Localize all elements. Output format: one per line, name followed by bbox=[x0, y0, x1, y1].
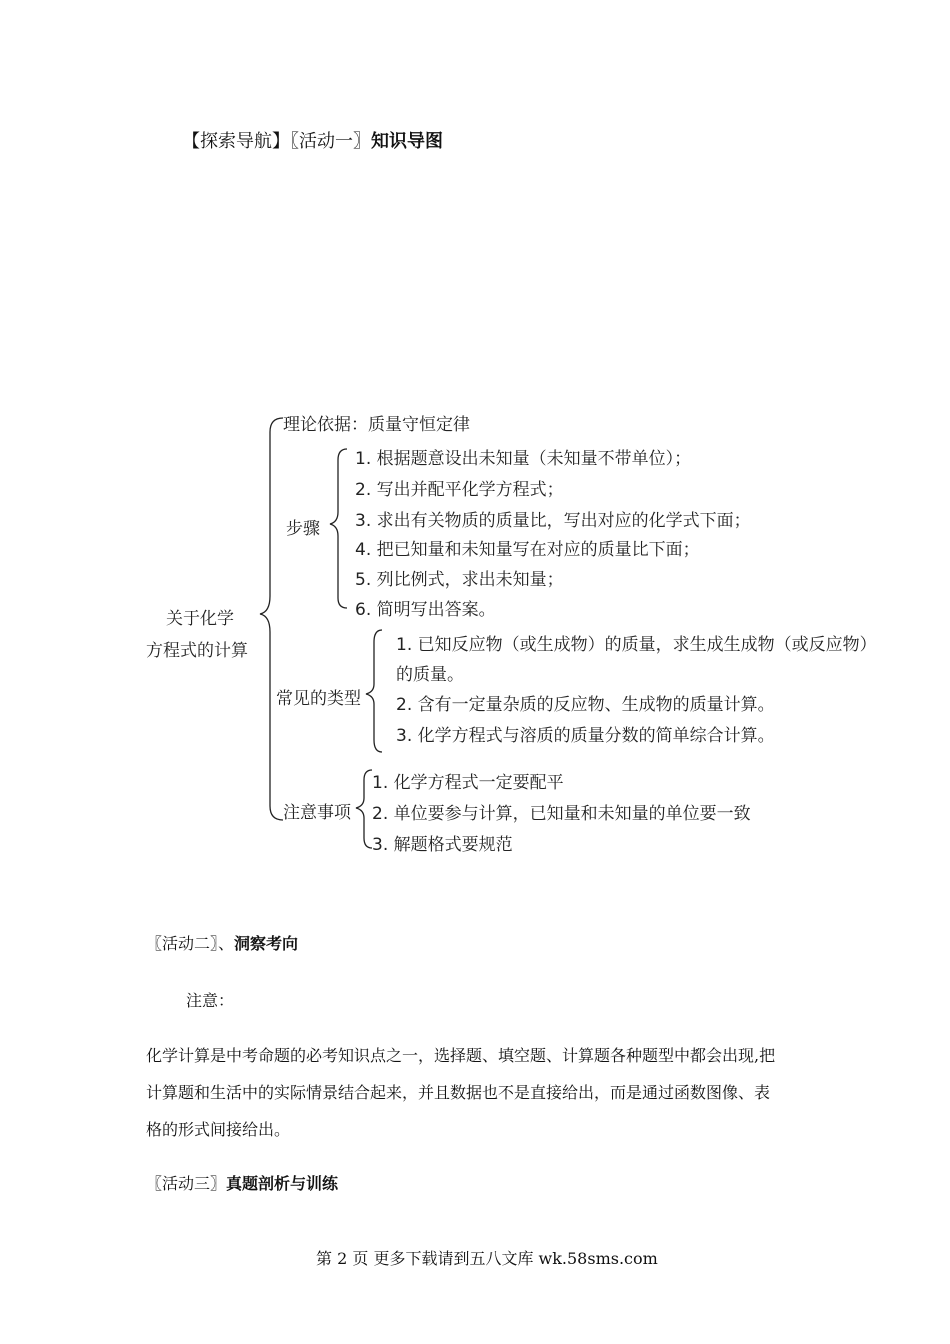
activity3-title: 真题剖析与训练 bbox=[226, 1174, 339, 1193]
step-item: 3. 求出有关物质的质量比，写出对应的化学式下面； bbox=[355, 511, 751, 531]
types-label: 常见的类型 bbox=[276, 689, 361, 709]
activity3-heading bbox=[146, 1171, 338, 1194]
type-item: 2. 含有一定量杂质的反应物、生成物的质量计算。 bbox=[396, 695, 775, 715]
note-item: 1. 化学方程式一定要配平 bbox=[372, 773, 564, 793]
paragraph-line: 化学计算是中考命题的必考知识点之一，选择题、填空题、计算题各种题型中都会出现,把 bbox=[146, 1046, 776, 1065]
note-label: 注意： bbox=[186, 991, 235, 1010]
page-footer: 第 2 页 更多下载请到五八文库 wk.58sms.com bbox=[316, 1249, 658, 1268]
step-item: 5. 列比例式，求出未知量； bbox=[355, 570, 564, 590]
step-item: 6. 简明写出答案。 bbox=[355, 600, 496, 620]
mindmap-root-line2: 方程式的计算 bbox=[146, 641, 248, 661]
type-item: 3. 化学方程式与溶质的质量分数的简单综合计算。 bbox=[396, 726, 775, 746]
step-item: 4. 把已知量和未知量写在对应的质量比下面； bbox=[355, 540, 700, 560]
paragraph-line: 计算题和生活中的实际情景结合起来，并且数据也不是直接给出，而是通过函数图像、表 bbox=[146, 1083, 771, 1102]
main-brace bbox=[260, 418, 283, 820]
notes-brace bbox=[356, 770, 372, 848]
notes-label: 注意事项 bbox=[283, 803, 351, 823]
activity2-heading bbox=[146, 931, 298, 954]
types-brace bbox=[366, 630, 382, 752]
type-item-continuation: 的质量。 bbox=[396, 665, 464, 685]
activity3-prefix: 〖活动三〗 bbox=[146, 1174, 227, 1193]
heading-title: 知识导图 bbox=[371, 131, 443, 152]
steps-label: 步骤 bbox=[286, 519, 320, 539]
step-item: 1. 根据题意设出未知量（未知量不带单位）； bbox=[355, 449, 692, 469]
activity2-prefix: 〖活动二〗、 bbox=[146, 934, 235, 953]
theory-basis: 理论依据：质量守恒定律 bbox=[283, 415, 470, 435]
note-item: 2. 单位要参与计算，已知量和未知量的单位要一致 bbox=[372, 804, 751, 824]
type-item: 1. 已知反应物（或生成物）的质量，求生成生成物（或反应物） bbox=[396, 635, 877, 655]
heading-prefix: 【探索导航】〖活动一〗 bbox=[182, 131, 371, 152]
step-item: 2. 写出并配平化学方程式； bbox=[355, 480, 564, 500]
steps-brace bbox=[330, 449, 347, 608]
activity2-title: 洞察考向 bbox=[234, 934, 299, 953]
note-item: 3. 解题格式要规范 bbox=[372, 835, 513, 855]
mindmap-root-line1: 关于化学 bbox=[166, 609, 234, 629]
paragraph-line: 格的形式间接给出。 bbox=[146, 1120, 291, 1139]
